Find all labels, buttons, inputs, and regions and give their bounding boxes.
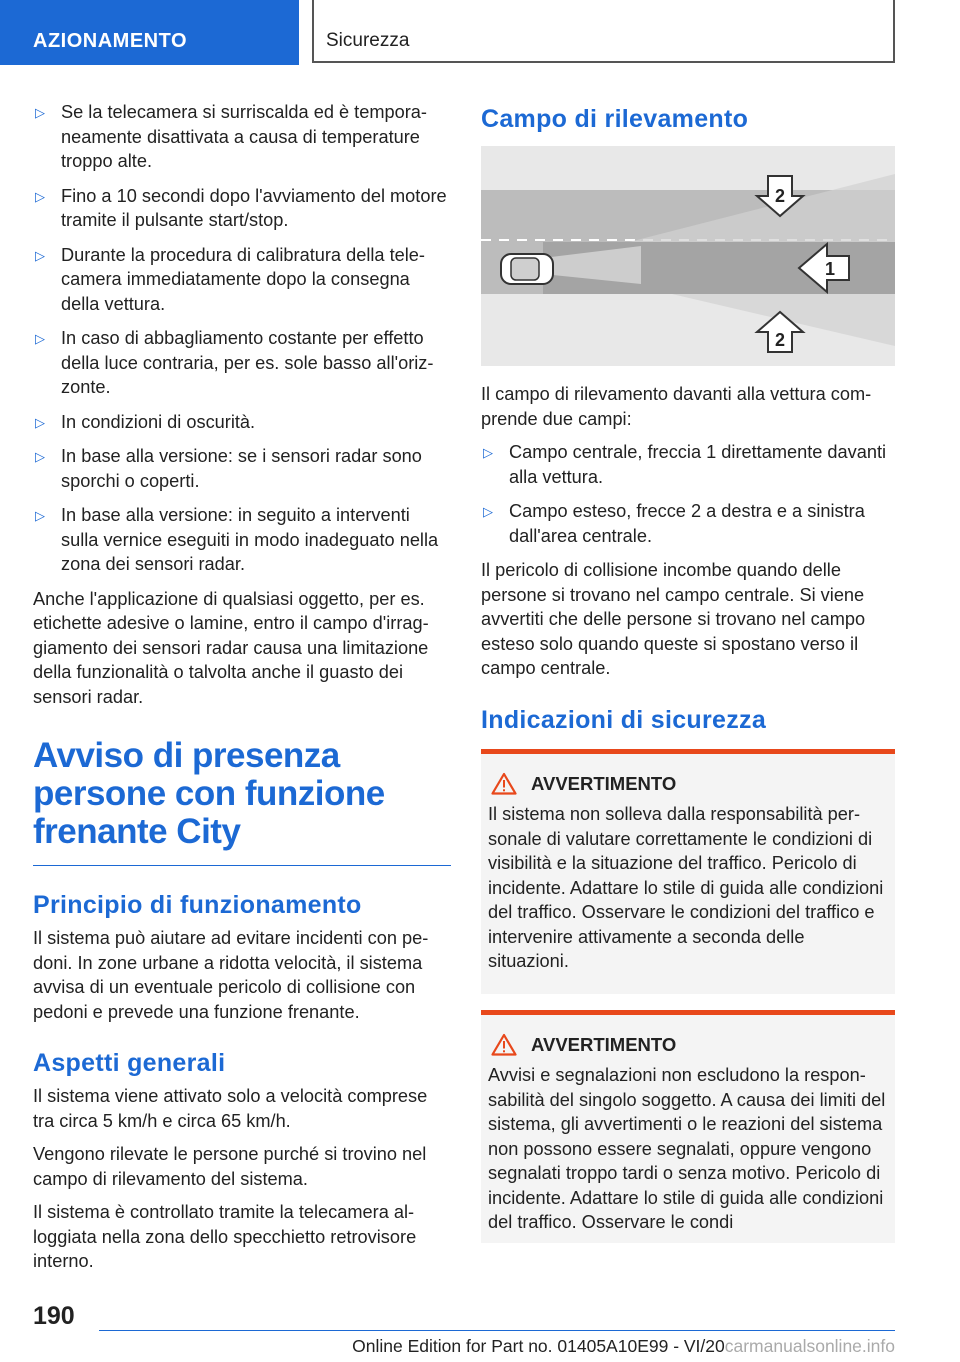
header-section-box xyxy=(312,0,895,63)
list-item: ▷ In caso di abbagliamento costante per effetto della luce contraria, per es. sole basso all'orizzonte. xyxy=(35,328,434,397)
footer-rule xyxy=(99,1330,895,1331)
warning-triangle-icon xyxy=(491,1033,517,1056)
right-column xyxy=(481,100,895,1259)
triangle-right-outline-icon: ▷ xyxy=(35,105,45,120)
warning-text: Avvisi e segnalazioni non escludono la responsabilità del singolo soggetto. A causa dei limiti del sistema, gli avvertimenti o le reazioni del sistema non possono essere segnalati, oppure vengono segnalati troppo tardi o senza motivo. Pericolo di incidente. Adattare lo stile di guida alle condizioni del traffico. Osservare le condi xyxy=(488,1065,886,1232)
header-chapter-tab xyxy=(0,0,299,65)
warning-title: AVVERTIMENTO xyxy=(488,1033,888,1058)
chapter-heading: Avviso di presenza persone con funzione frenante City xyxy=(33,736,385,851)
chapter-title: AZIONAMENTO xyxy=(33,30,188,52)
warning-text: Il sistema non solleva dalla responsabilità personale di valutare correttamente le condizioni di visibilità e la situazione del traffico. Pericolo di incidente. Adattare lo stile di guida alle condizioni del traffico. Osservare le condizioni del traffico e intervenire attivamente a seconda delle situazioni. xyxy=(488,804,884,971)
svg-text:2: 2 xyxy=(774,186,786,206)
footer xyxy=(0,1336,895,1357)
campo-list xyxy=(481,440,895,548)
warning-box-1 xyxy=(481,749,895,994)
list-item: ▷ In base alla versione: se i sensori radar sono sporchi o coperti. xyxy=(35,446,422,491)
triangle-right-outline-icon: ▷ xyxy=(35,449,45,464)
watermark-text: carmanualsonline.info xyxy=(724,1336,895,1356)
detection-range-figure xyxy=(481,146,895,366)
list-item: ▷ In condizioni di oscurità. xyxy=(33,410,451,435)
radar-paragraph: Anche l'applicazione di qualsiasi oggetto, per es. etichette adesive o lamine, entro il campo d'irraggiamento dei sensori radar causa una limitazione della funzionalità o talvolta anche il guasto dei sensori radar. xyxy=(33,588,429,707)
car-icon xyxy=(501,254,553,284)
triangle-right-outline-icon: ▷ xyxy=(35,331,45,346)
triangle-right-outline-icon: ▷ xyxy=(35,188,45,204)
left-column xyxy=(33,100,451,1283)
svg-text:1: 1 xyxy=(824,259,836,279)
sicurezza-heading: Indicazioni di sicurezza xyxy=(481,705,767,734)
triangle-right-outline-icon: ▷ xyxy=(483,504,493,519)
warning-box-2 xyxy=(481,1010,895,1243)
list-item: ▷ Campo centrale, freccia 1 direttamente davanti alla vettura. xyxy=(483,442,887,487)
triangle-right-outline-icon: ▷ xyxy=(35,247,45,263)
heading-rule xyxy=(33,865,451,866)
triangle-right-outline-icon: ▷ xyxy=(35,508,45,523)
edition-text: Online Edition for Part no. 01405A10E99 - VI/20 xyxy=(352,1336,725,1356)
campo-intro: Il campo di rilevamento davanti alla vettura comprende due campi: xyxy=(481,384,872,429)
list-item: ▷ Fino a 10 secondi dopo l'avviamento del motore tramite il pulsante start/stop. xyxy=(35,185,447,230)
aspetti-paragraph-3: Il sistema è controllato tramite la telecamera alloggiata nella zona dello specchietto retrovisore interno. xyxy=(33,1202,417,1271)
warning-triangle-icon xyxy=(491,772,517,795)
campo-paragraph: Il pericolo di collisione incombe quando delle persone si trovano nel campo centrale. Si viene avvertiti che delle persone si trovano nel campo esteso solo quando queste si spostano verso il campo centrale. xyxy=(481,560,866,678)
limitations-list xyxy=(33,100,451,577)
page-number: 190 xyxy=(33,1302,75,1330)
campo-heading: Campo di rilevamento xyxy=(481,105,749,133)
principio-heading: Principio di funzionamento xyxy=(33,891,362,919)
list-item: ▷ Se la telecamera si surriscalda ed è temporaneamente disattivata a causa di temperature troppo alte. xyxy=(35,102,427,171)
principio-paragraph: Il sistema può aiutare ad evitare incidenti con pedoni. In zone urbane a ridotta velocità, il sistema avvisa di un eventuale pericolo di collisione con pedoni e prevede una funzione frenante. xyxy=(33,928,429,1022)
aspetti-paragraph-2: Vengono rilevate le persone purché si trovino nel campo di rilevamento del sistema. xyxy=(33,1144,427,1189)
list-item: ▷ Durante la procedura di calibratura della telecamera immediatamente dopo la consegna della vettura. xyxy=(35,244,425,314)
section-title: Sicurezza xyxy=(326,30,410,51)
list-item: ▷ Campo esteso, frecce 2 a destra e a sinistra dall'area centrale. xyxy=(483,501,865,546)
list-item: ▷ In base alla versione: in seguito a interventi sulla vernice eseguiti in modo inadeguato nella zona dei sensori radar. xyxy=(35,505,439,574)
triangle-right-outline-icon: ▷ xyxy=(35,414,45,430)
svg-text:2: 2 xyxy=(774,330,786,350)
aspetti-heading: Aspetti generali xyxy=(33,1049,226,1077)
detection-range-illustration xyxy=(481,146,895,366)
aspetti-paragraph-1: Il sistema viene attivato solo a velocità comprese tra circa 5 km/h e circa 65 km/h. xyxy=(33,1086,428,1131)
triangle-right-outline-icon: ▷ xyxy=(483,445,493,460)
warning-title: AVVERTIMENTO xyxy=(488,772,888,797)
